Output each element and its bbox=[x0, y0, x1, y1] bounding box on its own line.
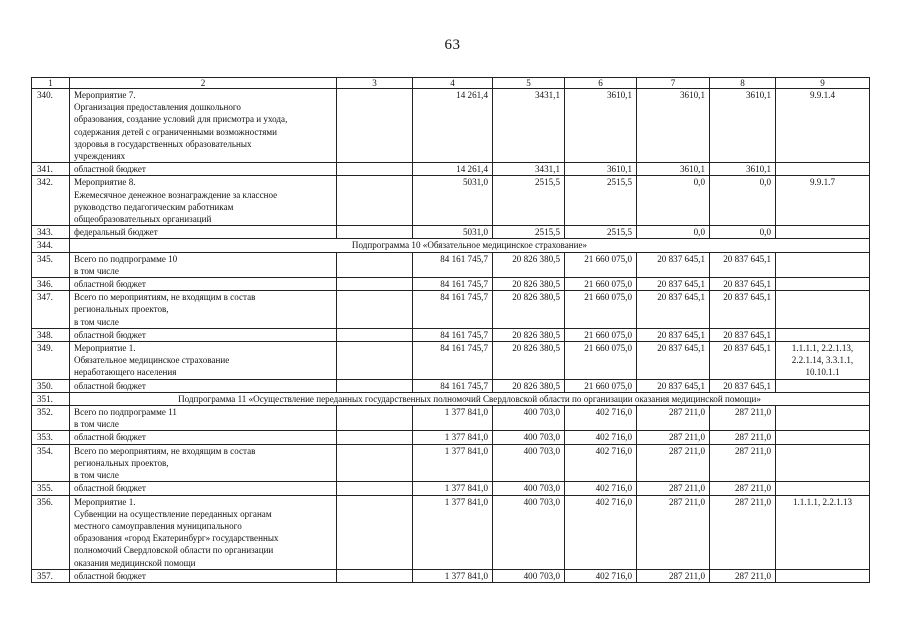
year-2-amount: 402 716,0 bbox=[565, 431, 637, 444]
year-1-amount: 400 703,0 bbox=[493, 495, 565, 569]
year-3-amount: 287 211,0 bbox=[637, 406, 710, 431]
year-4-amount: 0,0 bbox=[710, 176, 776, 226]
table-row bbox=[32, 176, 870, 226]
table-row bbox=[32, 278, 870, 291]
total-amount: 1 377 841,0 bbox=[413, 569, 493, 582]
year-2-amount: 21 660 075,0 bbox=[565, 328, 637, 341]
target-indicator bbox=[776, 569, 870, 582]
target-indicator bbox=[776, 226, 870, 239]
subprogram-row bbox=[32, 239, 870, 252]
row-number: 342. bbox=[32, 176, 70, 226]
year-2-amount: 3610,1 bbox=[565, 89, 637, 163]
year-2-amount: 402 716,0 bbox=[565, 444, 637, 482]
year-1-amount: 20 826 380,5 bbox=[493, 328, 565, 341]
row-number: 357. bbox=[32, 569, 70, 582]
total-amount: 84 161 745,7 bbox=[413, 291, 493, 329]
year-3-amount: 287 211,0 bbox=[637, 569, 710, 582]
row-description: Всего по мероприятиям, не входящим в состав региональных проектов, в том числе bbox=[70, 291, 337, 329]
row-number: 347. bbox=[32, 291, 70, 329]
year-2-amount: 402 716,0 bbox=[565, 406, 637, 431]
page-number: 63 bbox=[444, 37, 461, 53]
target-indicator bbox=[776, 278, 870, 291]
row-description: областной бюджет bbox=[70, 482, 337, 495]
column-3-cell bbox=[337, 342, 413, 380]
year-3-amount: 0,0 bbox=[637, 226, 710, 239]
total-amount: 5031,0 bbox=[413, 226, 493, 239]
target-indicator: 9.9.1.4 bbox=[776, 89, 870, 163]
column-3-cell bbox=[337, 226, 413, 239]
row-description: областной бюджет bbox=[70, 379, 337, 392]
target-indicator bbox=[776, 379, 870, 392]
column-3-cell bbox=[337, 406, 413, 431]
row-number: 354. bbox=[32, 444, 70, 482]
row-number: 352. bbox=[32, 406, 70, 431]
target-indicator bbox=[776, 163, 870, 176]
year-1-amount: 400 703,0 bbox=[493, 482, 565, 495]
row-number: 348. bbox=[32, 328, 70, 341]
row-number: 355. bbox=[32, 482, 70, 495]
year-1-amount: 400 703,0 bbox=[493, 431, 565, 444]
target-indicator bbox=[776, 291, 870, 329]
table-row bbox=[32, 89, 870, 163]
year-1-amount: 20 826 380,5 bbox=[493, 342, 565, 380]
year-3-amount: 0,0 bbox=[637, 176, 710, 226]
row-description: областной бюджет bbox=[70, 163, 337, 176]
row-number: 351. bbox=[32, 392, 70, 405]
year-1-amount: 400 703,0 bbox=[493, 444, 565, 482]
column-header: 8 bbox=[710, 78, 776, 89]
column-header: 7 bbox=[637, 78, 710, 89]
total-amount: 14 261,4 bbox=[413, 89, 493, 163]
target-indicator: 1.1.1.1, 2.2.1.13, 2.2.1.14, 3.3.1.1, 10.10.1.1 bbox=[776, 342, 870, 380]
row-description: Всего по подпрограмме 10 в том числе bbox=[70, 252, 337, 277]
year-2-amount: 402 716,0 bbox=[565, 569, 637, 582]
target-indicator bbox=[776, 252, 870, 277]
column-3-cell bbox=[337, 482, 413, 495]
target-indicator bbox=[776, 482, 870, 495]
total-amount: 1 377 841,0 bbox=[413, 495, 493, 569]
column-3-cell bbox=[337, 163, 413, 176]
row-number: 344. bbox=[32, 239, 70, 252]
row-description: Всего по подпрограмме 11 в том числе bbox=[70, 406, 337, 431]
year-1-amount: 400 703,0 bbox=[493, 406, 565, 431]
year-3-amount: 287 211,0 bbox=[637, 431, 710, 444]
year-3-amount: 20 837 645,1 bbox=[637, 291, 710, 329]
target-indicator bbox=[776, 328, 870, 341]
year-4-amount: 287 211,0 bbox=[710, 495, 776, 569]
table-row bbox=[32, 495, 870, 569]
year-3-amount: 20 837 645,1 bbox=[637, 278, 710, 291]
column-3-cell bbox=[337, 431, 413, 444]
total-amount: 1 377 841,0 bbox=[413, 482, 493, 495]
column-header: 2 bbox=[70, 78, 337, 89]
year-3-amount: 287 211,0 bbox=[637, 482, 710, 495]
row-number: 350. bbox=[32, 379, 70, 392]
row-number: 340. bbox=[32, 89, 70, 163]
table-row bbox=[32, 342, 870, 380]
table-row bbox=[32, 444, 870, 482]
year-3-amount: 287 211,0 bbox=[637, 444, 710, 482]
year-4-amount: 3610,1 bbox=[710, 163, 776, 176]
column-header: 5 bbox=[493, 78, 565, 89]
year-4-amount: 287 211,0 bbox=[710, 482, 776, 495]
year-3-amount: 20 837 645,1 bbox=[637, 342, 710, 380]
year-1-amount: 3431,1 bbox=[493, 89, 565, 163]
total-amount: 84 161 745,7 bbox=[413, 252, 493, 277]
year-4-amount: 287 211,0 bbox=[710, 569, 776, 582]
year-4-amount: 3610,1 bbox=[710, 89, 776, 163]
table-row bbox=[32, 569, 870, 582]
year-1-amount: 20 826 380,5 bbox=[493, 379, 565, 392]
row-description: Мероприятие 8. Ежемесячное денежное вознаграждение за классное руководство педагогическим работникам общеобразовательных организаций bbox=[70, 176, 337, 226]
year-1-amount: 2515,5 bbox=[493, 176, 565, 226]
year-4-amount: 287 211,0 bbox=[710, 444, 776, 482]
year-1-amount: 400 703,0 bbox=[493, 569, 565, 582]
table-row bbox=[32, 226, 870, 239]
year-2-amount: 2515,5 bbox=[565, 226, 637, 239]
column-3-cell bbox=[337, 252, 413, 277]
table-row bbox=[32, 328, 870, 341]
year-3-amount: 3610,1 bbox=[637, 163, 710, 176]
row-description: Всего по мероприятиям, не входящим в состав региональных проектов, в том числе bbox=[70, 444, 337, 482]
row-number: 356. bbox=[32, 495, 70, 569]
column-number-header bbox=[32, 78, 870, 89]
year-3-amount: 3610,1 bbox=[637, 89, 710, 163]
total-amount: 84 161 745,7 bbox=[413, 342, 493, 380]
target-indicator: 9.9.1.7 bbox=[776, 176, 870, 226]
column-3-cell bbox=[337, 328, 413, 341]
row-number: 353. bbox=[32, 431, 70, 444]
year-1-amount: 3431,1 bbox=[493, 163, 565, 176]
row-description: Мероприятие 1. Субвенции на осуществление переданных органам местного самоуправления муниципального образования «город Екатеринбург» государственных полномочий Свердловской области по организации оказания медицинской помощи bbox=[70, 495, 337, 569]
subprogram-title: Подпрограмма 11 «Осуществление переданных государственных полномочий Свердловской области по организации оказания медицинской помощи» bbox=[70, 392, 870, 405]
total-amount: 84 161 745,7 bbox=[413, 379, 493, 392]
year-2-amount: 21 660 075,0 bbox=[565, 252, 637, 277]
target-indicator: 1.1.1.1, 2.2.1.13 bbox=[776, 495, 870, 569]
row-description: областной бюджет bbox=[70, 431, 337, 444]
target-indicator bbox=[776, 406, 870, 431]
year-2-amount: 21 660 075,0 bbox=[565, 342, 637, 380]
column-header: 6 bbox=[565, 78, 637, 89]
table-row bbox=[32, 482, 870, 495]
year-3-amount: 20 837 645,1 bbox=[637, 252, 710, 277]
year-3-amount: 287 211,0 bbox=[637, 495, 710, 569]
year-4-amount: 20 837 645,1 bbox=[710, 278, 776, 291]
column-3-cell bbox=[337, 89, 413, 163]
year-3-amount: 20 837 645,1 bbox=[637, 328, 710, 341]
total-amount: 1 377 841,0 bbox=[413, 431, 493, 444]
year-4-amount: 20 837 645,1 bbox=[710, 342, 776, 380]
year-4-amount: 287 211,0 bbox=[710, 406, 776, 431]
subprogram-row bbox=[32, 392, 870, 405]
year-3-amount: 20 837 645,1 bbox=[637, 379, 710, 392]
total-amount: 84 161 745,7 bbox=[413, 278, 493, 291]
year-2-amount: 21 660 075,0 bbox=[565, 291, 637, 329]
table-row bbox=[32, 431, 870, 444]
year-4-amount: 20 837 645,1 bbox=[710, 291, 776, 329]
row-number: 341. bbox=[32, 163, 70, 176]
row-description: Мероприятие 1. Обязательное медицинское страхование неработающего населения bbox=[70, 342, 337, 380]
year-2-amount: 402 716,0 bbox=[565, 482, 637, 495]
row-number: 349. bbox=[32, 342, 70, 380]
total-amount: 14 261,4 bbox=[413, 163, 493, 176]
year-4-amount: 20 837 645,1 bbox=[710, 328, 776, 341]
column-3-cell bbox=[337, 569, 413, 582]
total-amount: 1 377 841,0 bbox=[413, 406, 493, 431]
budget-table bbox=[31, 77, 870, 583]
year-4-amount: 0,0 bbox=[710, 226, 776, 239]
column-header: 3 bbox=[337, 78, 413, 89]
year-2-amount: 2515,5 bbox=[565, 176, 637, 226]
row-description: областной бюджет bbox=[70, 328, 337, 341]
column-3-cell bbox=[337, 379, 413, 392]
total-amount: 1 377 841,0 bbox=[413, 444, 493, 482]
table-row bbox=[32, 163, 870, 176]
year-4-amount: 287 211,0 bbox=[710, 431, 776, 444]
column-header: 4 bbox=[413, 78, 493, 89]
column-3-cell bbox=[337, 291, 413, 329]
total-amount: 84 161 745,7 bbox=[413, 328, 493, 341]
column-3-cell bbox=[337, 444, 413, 482]
row-description: федеральный бюджет bbox=[70, 226, 337, 239]
target-indicator bbox=[776, 431, 870, 444]
year-1-amount: 2515,5 bbox=[493, 226, 565, 239]
column-3-cell bbox=[337, 278, 413, 291]
target-indicator bbox=[776, 444, 870, 482]
row-description: областной бюджет bbox=[70, 569, 337, 582]
year-4-amount: 20 837 645,1 bbox=[710, 379, 776, 392]
table-row bbox=[32, 406, 870, 431]
year-2-amount: 21 660 075,0 bbox=[565, 278, 637, 291]
row-number: 346. bbox=[32, 278, 70, 291]
year-1-amount: 20 826 380,5 bbox=[493, 291, 565, 329]
table-row bbox=[32, 291, 870, 329]
column-header: 1 bbox=[32, 78, 70, 89]
row-description: Мероприятие 7. Организация предоставления дошкольного образования, создание условий для присмотра и ухода, содержания детей с ограниченными возможностями здоровья в государственных образовательных учреждениях bbox=[70, 89, 337, 163]
table-row bbox=[32, 379, 870, 392]
row-number: 343. bbox=[32, 226, 70, 239]
row-number: 345. bbox=[32, 252, 70, 277]
total-amount: 5031,0 bbox=[413, 176, 493, 226]
year-2-amount: 402 716,0 bbox=[565, 495, 637, 569]
year-2-amount: 21 660 075,0 bbox=[565, 379, 637, 392]
table-row bbox=[32, 252, 870, 277]
column-3-cell bbox=[337, 495, 413, 569]
column-header: 9 bbox=[776, 78, 870, 89]
year-1-amount: 20 826 380,5 bbox=[493, 278, 565, 291]
year-1-amount: 20 826 380,5 bbox=[493, 252, 565, 277]
column-3-cell bbox=[337, 176, 413, 226]
year-2-amount: 3610,1 bbox=[565, 163, 637, 176]
year-4-amount: 20 837 645,1 bbox=[710, 252, 776, 277]
row-description: областной бюджет bbox=[70, 278, 337, 291]
subprogram-title: Подпрограмма 10 «Обязательное медицинское страхование» bbox=[70, 239, 870, 252]
